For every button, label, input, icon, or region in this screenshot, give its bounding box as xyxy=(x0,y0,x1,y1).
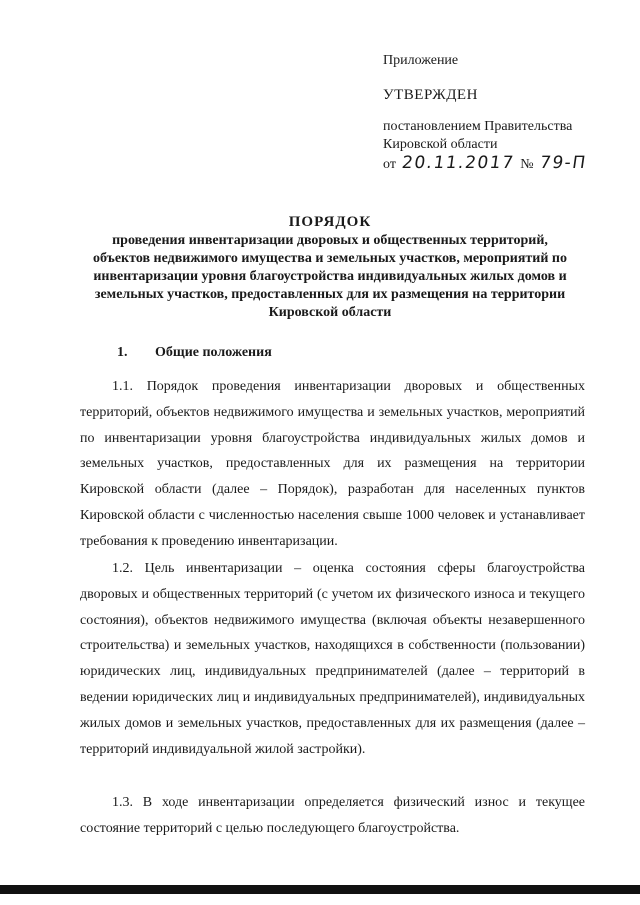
paragraph-1-1 xyxy=(80,374,585,555)
paragraph-1-3 xyxy=(80,790,585,842)
decree-date: 20.11.2017 xyxy=(400,153,516,173)
decree-line-1: постановлением Правительства xyxy=(383,119,573,134)
decree-line-2: Кировской области xyxy=(383,137,498,152)
title-heading: ПОРЯДОК xyxy=(288,214,372,230)
decree-number: 79-П xyxy=(538,153,588,173)
approved-label: УТВЕРЖДЕН xyxy=(383,87,478,103)
section-number: 1. xyxy=(117,345,128,360)
document-title xyxy=(60,213,600,322)
paragraph-text: 1.2. Цель инвентаризации – оценка состояния сферы благоустройства дворовых и общественных территорий (с учетом их физического износа и текущего состояния), объектов недвижимого имущества (включая объекты незавершенного строительства) и земельных участков, находящихся в собственности (пользовании) юридических лиц, индивидуальных предпринимателей (далее – территорий в ведении юридических лиц и индивидуальных предпринимателей), индивидуальных жилых домов и земельных участков, предоставленных для их размещения (далее – территорий индивидуальной жилой застройки). xyxy=(80,561,585,757)
section-heading xyxy=(117,344,272,362)
decree-from-label: от xyxy=(383,157,396,172)
paragraph-1-2 xyxy=(80,556,585,762)
appendix-label: Приложение xyxy=(383,53,459,68)
paragraph-text: 1.3. В ходе инвентаризации определяется физический износ и текущее состояние территорий с целью последующего благоустройства. xyxy=(80,795,585,836)
section-title: Общие положения xyxy=(155,345,272,360)
title-line-1: проведения инвентаризации дворовых и общественных территорий, xyxy=(112,233,548,248)
title-line-4: земельных участков, предоставленных для их размещения на территории xyxy=(94,287,566,302)
decree-number-sign: № xyxy=(520,157,534,172)
title-line-2: объектов недвижимого имущества и земельных участков, мероприятий по xyxy=(93,251,567,266)
scan-edge-bar xyxy=(0,885,640,894)
approval-block xyxy=(383,52,592,174)
title-line-5: Кировской области xyxy=(268,305,392,320)
paragraph-text: 1.1. Порядок проведения инвентаризации дворовых и общественных территорий, объектов недвижимого имущества и земельных участков, мероприятий по инвентаризации уровня благоустройства индивидуальных жилых домов и земельных участков, предоставленных для их размещения на территории Кировской области (далее – Порядок), разработан для населенных пунктов Кировской области с численностью населения свыше 1000 человек и устанавливает требования к проведению инвентаризации. xyxy=(80,379,585,549)
title-line-3: инвентаризации уровня благоустройства индивидуальных жилых домов и xyxy=(93,269,567,284)
decree-date-line xyxy=(383,154,592,174)
